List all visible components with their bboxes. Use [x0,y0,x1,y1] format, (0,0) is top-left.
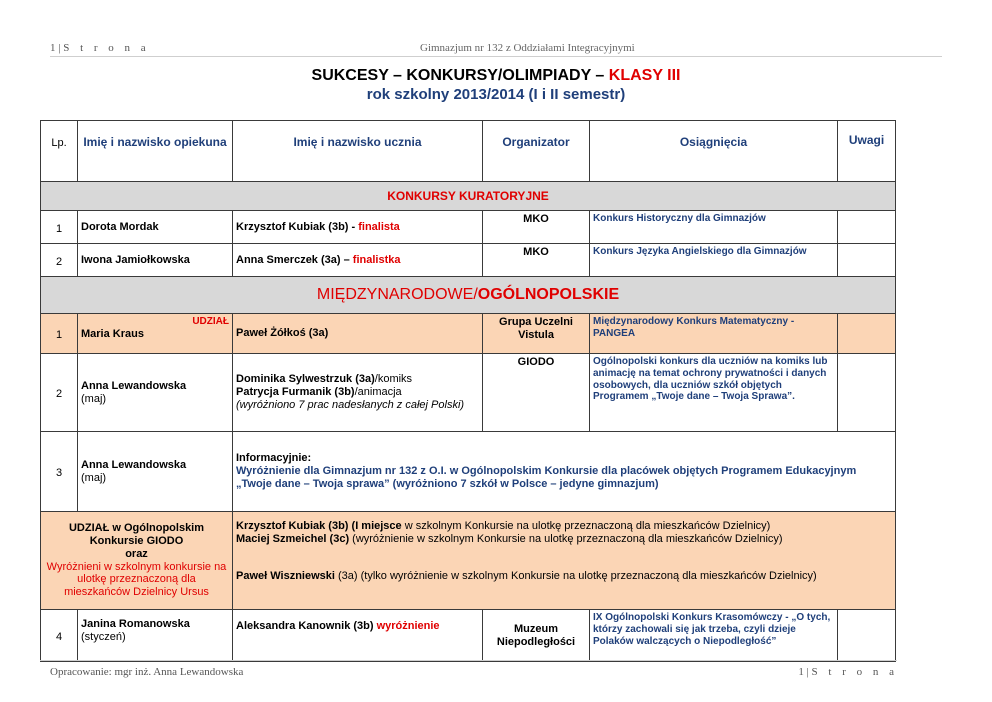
row-osiagniecia: Międzynarodowy Konkurs Matematyczny - PANGEA [590,314,838,354]
header-uczen: Imię i nazwisko ucznia [233,121,483,182]
student-status: wyróżnienie [376,620,440,632]
section-title: KONKURSY KURATORYJNE [41,182,896,211]
page-title [0,67,992,85]
teacher-note: (maj) [81,471,107,484]
row-uczen [233,244,483,277]
row-lp: 3 [41,432,78,512]
student-status: finalistka [352,253,401,266]
row-opiekun: Iwona Jamiołkowska [78,244,233,277]
student-category: /animacja [354,386,402,399]
student-name: Maciej Szmeichel (3c) [236,532,350,545]
page-number: 1 [50,42,56,54]
header-opiekun: Imię i nazwisko opiekuna [78,121,233,182]
participation-label: UDZIAŁ [192,316,229,327]
row-lp: 1 [41,314,78,354]
teacher-name: Anna Lewandowska [81,379,187,392]
table-row [41,211,896,244]
page-number: 1 [798,666,804,678]
row-lp: 2 [41,244,78,277]
row-uwagi [838,244,896,277]
row-info [233,432,896,512]
student-name: Krzysztof Kubiak (3b) [236,520,349,532]
row-participation [41,512,233,610]
row-osiagniecia: Konkurs Języka Angielskiego dla Gimnazjów [590,244,838,277]
title-main: SUKCESY – KONKURSY/OLIMPIADY – [311,67,609,84]
student-category: /komiks [374,373,413,386]
row-lp: 2 [41,354,78,432]
header-osiagniecia: Osiągnięcia [590,121,838,182]
header-lp: Lp. [41,121,78,182]
award-note: (wyróżniono 7 prac nadesłanych z całej Polski) [236,398,465,411]
row-lp: 4 [41,610,78,662]
footer-author: Opracowanie: mgr inż. Anna Lewandowska [50,666,244,678]
row-uczen [233,610,483,662]
achievements-table [40,120,896,662]
student-name: Anna Smerczek (3a) – [236,253,353,266]
row-osiagniecia: Ogólnopolski konkurs dla uczniów na komiks lub animację na temat ochrony prywatności i danych osobowych, dla uczniów szkół objętych Programem „Twoje dane – Twoja Sprawa”. [590,354,838,432]
table-header-row [41,121,896,182]
header-uwagi: Uwagi [838,121,896,182]
participation-label: UDZIAŁ w Ogólnopolskim Konkursie GIODO [68,521,205,547]
row-uczen [233,354,483,432]
section-title-part2: OGÓLNOPOLSKIE [477,285,620,303]
row-organizator: Grupa Uczelni Vistula [483,314,590,354]
row-opiekun [78,432,233,512]
section-title-part1: MIĘDZYNARODOWE/ [316,285,478,303]
row-opiekun [78,354,233,432]
student-status: finalista [358,220,400,233]
info-text: Wyróżnienie dla Gimnazjum nr 132 z O.I. w Ogólnopolskim Konkursie dla placówek objętych Programem Edukacyjnym „Twoje dane – Twoja sprawa” (wyróżniono 7 szkół w Polsce – jedyne gimnazjum) [236,465,857,490]
page-subtitle: rok szkolny 2013/2014 (I i II semestr) [366,86,626,103]
student-award: w szkolnym Konkursie na ulotkę przeznaczoną dla mieszkańców Dzielnicy) [401,520,771,532]
row-osiagniecia: Konkurs Historyczny dla Gimnazjów [590,211,838,244]
row-organizator: MKO [483,244,590,277]
table-row [41,354,896,432]
table-row [41,512,896,610]
student-name: Krzysztof Kubiak (3b) - [236,220,359,233]
section-row [41,277,896,314]
participation-conj: oraz [125,547,148,560]
header-organizator: Organizator [483,121,590,182]
row-uczen: Paweł Żółkoś (3a) [233,314,483,354]
section-row [41,182,896,211]
row-organizator: MKO [483,211,590,244]
table-row [41,314,896,354]
student-award: (wyróżnienie w szkolnym Konkursie na ulotkę przeznaczoną dla mieszkańców Dzielnicy) [349,532,783,545]
row-uwagi [838,610,896,662]
row-opiekun [78,610,233,662]
school-name-header: Gimnazjum nr 132 z Oddziałami Integracyjnymi [420,42,635,54]
student-name: Aleksandra Kanownik (3b) [236,620,377,632]
student-place: (I miejsce [348,520,402,532]
row-organizator: Muzeum Niepodległości [483,610,590,662]
teacher-name: Anna Lewandowska [81,458,187,471]
student-award: (3a) (tylko wyróżnienie w szkolnym Konkursie na ulotkę przeznaczoną dla mieszkańców Dzielnicy) [334,569,817,582]
teacher-note: (styczeń) [81,630,126,643]
footer-divider [40,660,897,661]
title-class: KLASY III [608,67,681,84]
row-opiekun [78,314,233,354]
page-word: S t r o n a [63,42,150,54]
teacher-name: Janina Romanowska [81,618,190,630]
teacher-note: (maj) [81,392,107,405]
row-organizator: GIODO [483,354,590,432]
header-divider [50,56,942,57]
page-word: S t r o n a [811,666,898,678]
footer-page-number: 1 | S t r o n a [798,666,898,678]
participation-award: Wyróżnieni w szkolnym konkursie na ulotkę przeznaczoną dla mieszkańców Dzielnicy Ursus [46,560,227,599]
table-row [41,432,896,512]
page-number-header: 1 | S t r o n a [50,42,150,54]
row-osiagniecia: IX Ogólnopolski Konkurs Krasomówczy - „O tych, którzy zachowali się jak trzeba, czyli dzieje Polaków walczących o Niepodległość” [590,610,838,662]
section-title [41,277,896,314]
student-name: Dominika Sylwestrzuk (3a) [236,373,375,386]
row-uwagi [838,211,896,244]
row-students-list [233,512,896,610]
table-row [41,610,896,662]
student-name: Paweł Wiszniewski [236,569,335,582]
row-uczen [233,211,483,244]
table-row [41,244,896,277]
row-uwagi [838,354,896,432]
student-name: Patrycja Furmanik (3b) [236,386,355,399]
row-opiekun: Dorota Mordak [78,211,233,244]
row-lp: 1 [41,211,78,244]
teacher-name: Maria Kraus [81,327,144,340]
row-uwagi [838,314,896,354]
info-label: Informacyjnie: [236,452,312,465]
